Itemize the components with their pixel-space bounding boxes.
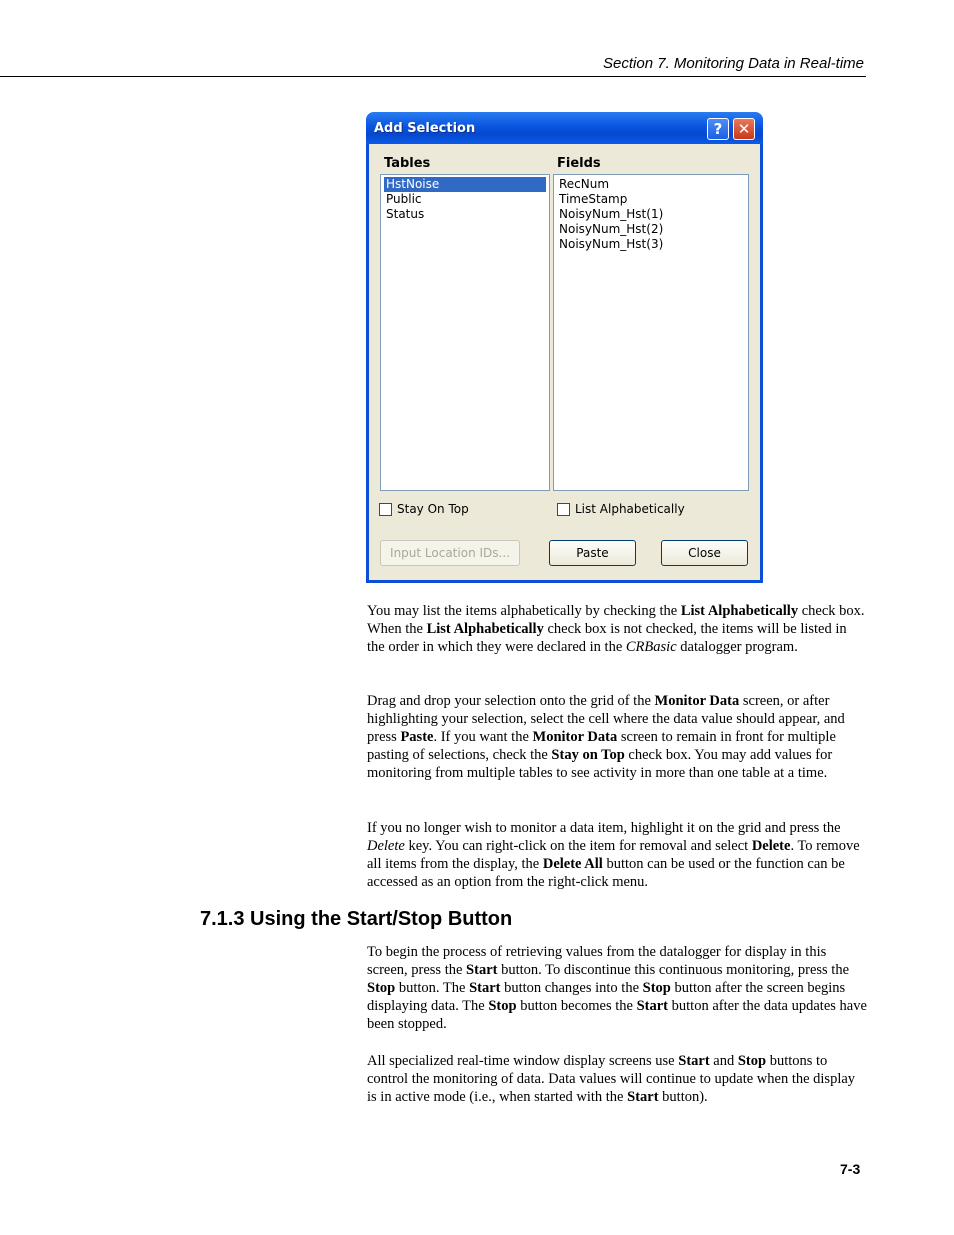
list-item[interactable]: TimeStamp (559, 192, 628, 206)
list-alphabetically-checkbox[interactable] (557, 503, 570, 516)
section-heading: 7.1.3 Using the Start/Stop Button (200, 908, 513, 930)
input-location-ids-button[interactable]: Input Location IDs... (380, 540, 520, 566)
close-window-button[interactable] (733, 118, 755, 140)
list-alphabetically-option[interactable] (557, 502, 685, 516)
list-item[interactable]: RecNum (559, 177, 610, 191)
help-icon: ? (713, 120, 723, 138)
dialog-title: Add Selection (374, 121, 476, 136)
list-item[interactable]: Status (386, 207, 425, 221)
close-icon: ✕ (737, 120, 751, 138)
paragraph-drag-and-drop: Drag and drop your selection onto the grid of the Monitor Data screen, or after highlighting your selection, select the cell where the data value should appear, and press Paste. If you want the Monitor Data screen to remain in front for multiple pasting of selections, check the Stay on Top check box. You may add values for monitoring from multiple tables to see activity in more than one table at a time. (367, 693, 845, 781)
close-button[interactable]: Close (661, 540, 748, 566)
tables-label: Tables (384, 156, 431, 171)
paragraph-start-stop: To begin the process of retrieving values from the datalogger for display in this screen, press the Start button. To discontinue this continuous monitoring, press the Stop button. The Start button changes into the Stop button after the screen begins displaying data. The Stop button becomes the Start button after the data updates have been stopped. (367, 944, 867, 1032)
stay-on-top-option[interactable] (379, 502, 469, 516)
fields-label: Fields (557, 156, 601, 171)
list-item[interactable]: NoisyNum_Hst(1) (559, 207, 664, 221)
header-rule (0, 76, 866, 77)
stay-on-top-checkbox[interactable] (379, 503, 392, 516)
page-number: 7-3 (840, 1161, 861, 1177)
tables-listbox[interactable] (380, 174, 550, 491)
dialog-titlebar[interactable] (366, 112, 763, 144)
paragraph-realtime-screens: All specialized real-time window display screens use Start and Stop buttons to control the monitoring of data. Data values will continue to update when the display is in active mode (i.e., when started with the Start button). (367, 1053, 856, 1105)
list-item[interactable]: HstNoise (384, 177, 546, 192)
list-item[interactable]: NoisyNum_Hst(3) (559, 237, 664, 251)
list-alphabetically-label: List Alphabetically (575, 502, 685, 516)
stay-on-top-label: Stay On Top (397, 502, 469, 516)
paste-button[interactable]: Paste (549, 540, 636, 566)
list-item[interactable]: Public (386, 192, 422, 206)
help-button[interactable] (707, 118, 729, 140)
paragraph-delete-items: If you no longer wish to monitor a data item, highlight it on the grid and press the Delete key. You can right-click on the item for removal and select Delete. To remove all items from the display, the Delete All button can be used or the function can be accessed as an option from the right-click menu. (367, 820, 860, 890)
paragraph-list-alphabetically: You may list the items alphabetically by checking the List Alphabetically check box. When the List Alphabetically check box is not checked, the items will be listed in the order in which they were declared in the CRBasic datalogger program. (367, 603, 865, 655)
header-title: Section 7. Monitoring Data in Real-time (603, 55, 864, 72)
fields-listbox[interactable] (553, 174, 749, 491)
add-selection-dialog (366, 112, 763, 583)
list-item[interactable]: NoisyNum_Hst(2) (559, 222, 664, 236)
